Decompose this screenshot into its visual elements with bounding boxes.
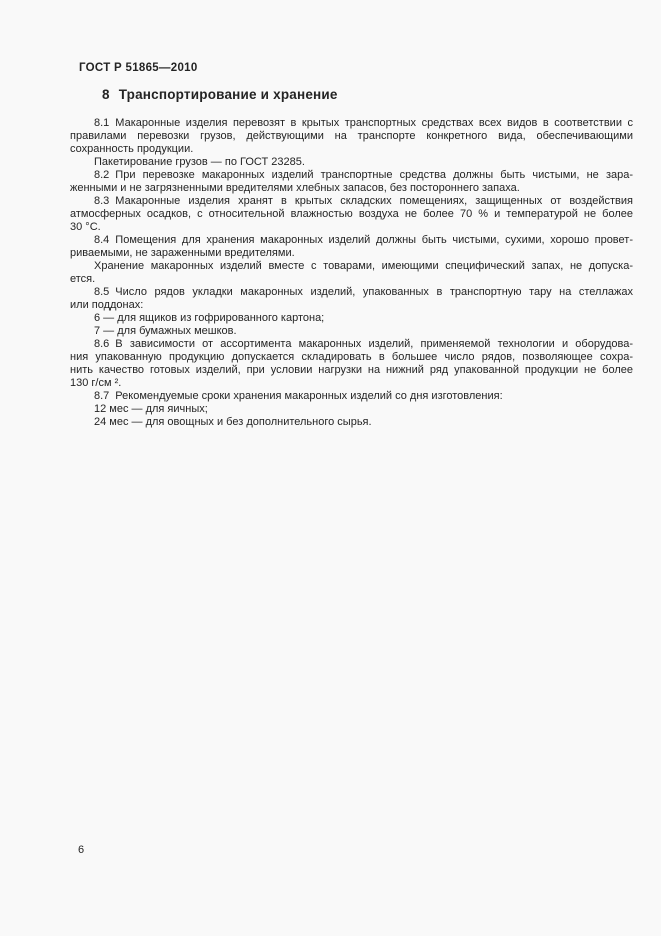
paragraph-packaging xyxy=(70,156,633,169)
list-item-12-months xyxy=(70,403,633,416)
text-line-content: Рекомендуемые сроки хранения макаронных изделий со дня изготовления: xyxy=(115,390,503,402)
text-line: ется. xyxy=(70,273,96,285)
paragraph-8-4 xyxy=(70,234,633,260)
clause-number: 8.7 xyxy=(94,390,110,402)
clause-number: 8.1 xyxy=(94,117,110,129)
text-line xyxy=(70,338,633,351)
text-line xyxy=(70,234,633,247)
paragraph-8-6 xyxy=(70,338,633,390)
section-number: 8 xyxy=(102,87,110,102)
list-item-bags xyxy=(70,325,633,338)
clause-number: 8.3 xyxy=(94,195,110,207)
clause-number: 8.5 xyxy=(94,286,110,298)
text-line xyxy=(70,169,633,182)
text-line xyxy=(70,117,633,130)
paragraph-8-1 xyxy=(70,117,633,156)
text-line xyxy=(70,390,633,403)
text-line: 12 мес — для яичных; xyxy=(94,403,208,415)
text-line-content: При перевозке макаронных изделий транспортные средства должны быть чистыми, не зара- xyxy=(115,169,633,181)
clause-number: 8.4 xyxy=(94,234,110,246)
text-line: риваемыми, не зараженными вредителями. xyxy=(70,247,295,259)
text-line: нить качество готовых изделий, при условии нагрузки на нижний ряд упакованной продукции не более xyxy=(70,364,633,376)
paragraph-8-5 xyxy=(70,286,633,312)
text-line xyxy=(70,286,633,299)
clause-number: 8.6 xyxy=(94,338,110,350)
text-line: правилами перевозки грузов, действующими на транспорте конкретного вида, обеспечивающими xyxy=(70,130,633,142)
document-body xyxy=(70,117,633,429)
text-line: ния упакованную продукцию допускается складировать в большее число рядов, позволяющее сохра- xyxy=(70,351,633,363)
paragraph-8-7 xyxy=(70,390,633,403)
text-line: 24 мес — для овощных и без дополнительного сырья. xyxy=(94,416,372,428)
text-line-content: Макаронные изделия хранят в крытых складских помещениях, защищенных от воздействия xyxy=(115,195,633,207)
text-line-content: Число рядов укладки макаронных изделий, упакованных в транспортную тару на стеллажах xyxy=(115,286,633,298)
section-title-text: Транспортирование и хранение xyxy=(118,87,338,102)
text-line: 7 — для бумажных мешков. xyxy=(94,325,237,337)
text-line-content: В зависимости от ассортимента макаронных изделий, применяемой технологии и оборудова- xyxy=(115,338,633,350)
section-title xyxy=(102,87,338,102)
text-line: Пакетирование грузов — по ГОСТ 23285. xyxy=(94,156,305,168)
paragraph-storage-note xyxy=(70,260,633,286)
list-item-24-months xyxy=(70,416,633,429)
list-item-boxes xyxy=(70,312,633,325)
page-number: 6 xyxy=(78,844,85,856)
paragraph-8-2 xyxy=(70,169,633,195)
text-line: женными и не загрязненными вредителями хлебных запасов, без постороннего запаха. xyxy=(70,182,520,194)
clause-number: 8.2 xyxy=(94,169,110,181)
text-line: сохранность продукции. xyxy=(70,143,194,155)
standard-number: ГОСТ Р 51865—2010 xyxy=(79,62,198,74)
text-line xyxy=(70,195,633,208)
text-line-content: Макаронные изделия перевозят в крытых транспортных средствах всех видов в соответствии с xyxy=(115,117,633,129)
text-line: 6 — для ящиков из гофрированного картона; xyxy=(94,312,325,324)
text-line: атмосферных осадков, с относительной влажностью воздуха не более 70 % и температурой не более xyxy=(70,208,633,220)
text-line-content: Помещения для хранения макаронных изделий должны быть чистыми, сухими, хорошо провет- xyxy=(115,234,633,246)
text-line: 130 г/см ². xyxy=(70,377,122,389)
text-line: или поддонах: xyxy=(70,299,144,311)
text-line: Хранение макаронных изделий вместе с товарами, имеющими специфический запах, не допуска- xyxy=(94,260,633,272)
paragraph-8-3 xyxy=(70,195,633,234)
text-line: 30 °С. xyxy=(70,221,101,233)
